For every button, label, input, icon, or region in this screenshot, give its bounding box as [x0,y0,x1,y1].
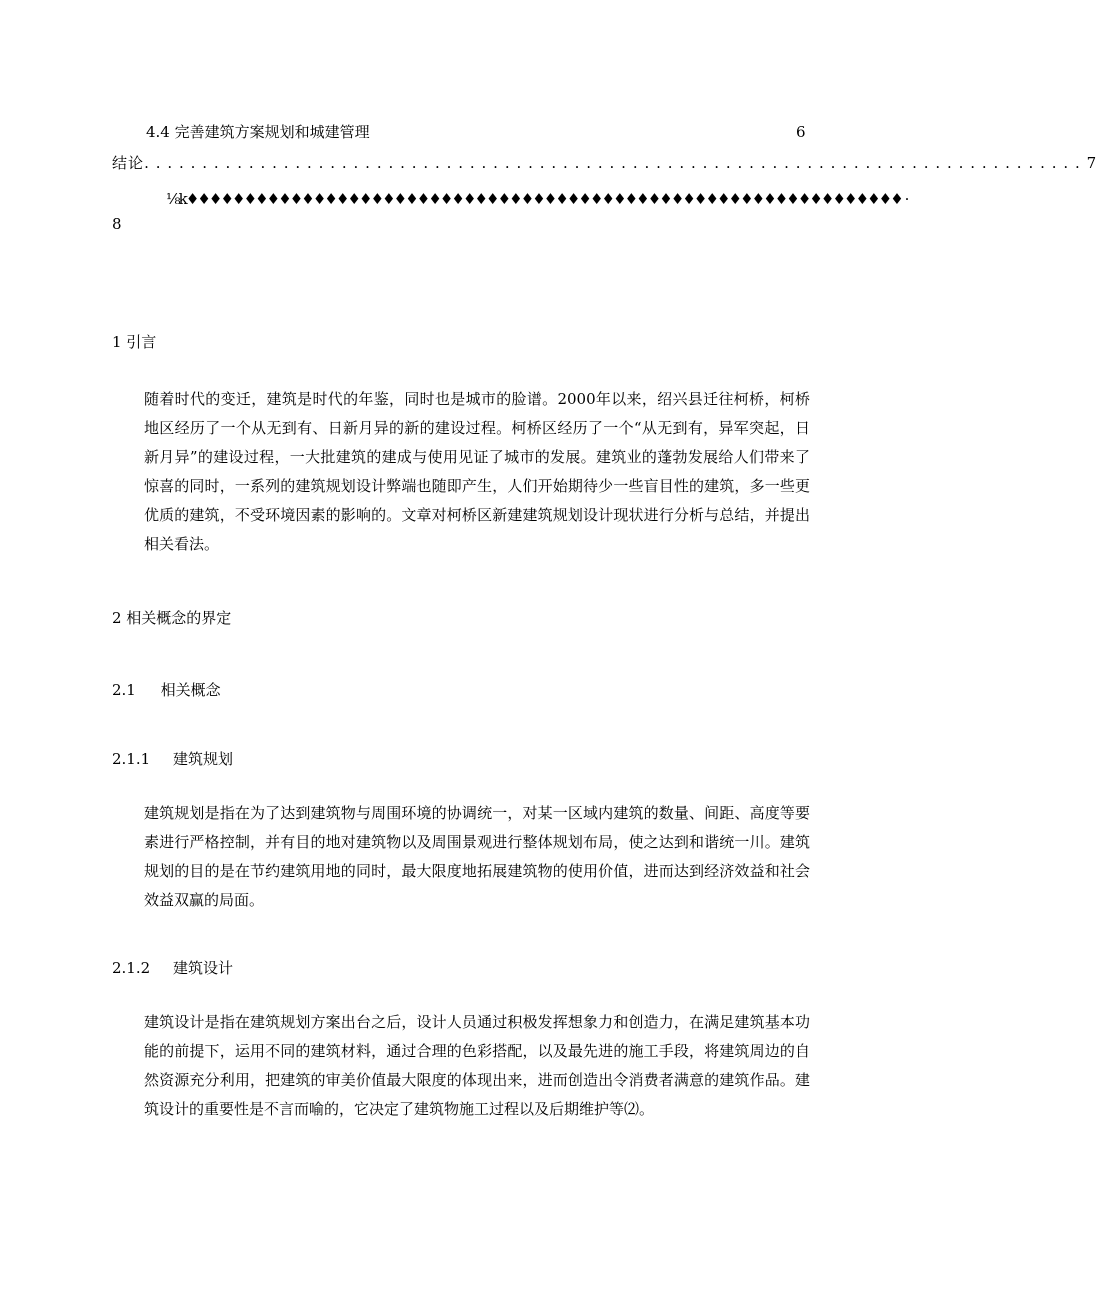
section-2-1-number: 2.1 [112,681,136,699]
section-2-1-2-heading [112,958,233,978]
toc-garbled-line: ⅛k♦♦♦♦♦♦♦♦♦♦♦♦♦♦♦♦♦♦♦♦♦♦♦♦♦♦♦♦♦♦♦♦♦♦♦♦♦♦♦♦♦♦♦♦♦♦♦♦♦♦♦♦♦♦♦♦♦♦♦♦♦♦ · [166,190,908,208]
section-2-1-1-paragraph-text: 建筑规划是指在为了达到建筑物与周围环境的协调统一，对某一区域内建筑的数量、间距、高度等要素进行严格控制，并有目的地对建筑物以及周围景观进行整体规划布局，使之达到和谐统一川。建筑规划的目的是在节约建筑用地的同时，最大限度地拓展建筑物的使用价值，进而达到经济效益和社会效益双赢的局面。 [144,804,810,909]
section-2-1-1-title: 建筑规划 [172,750,233,768]
toc-conclusion-line: 结论. . . . . . . . . . . . . . . . . . . . . . . . . . . . . . . . . . . . . . . . . . . . . . . . . . . . . . . . . . . . . . . . . . . . . . . . . . . . . . . . . 7 [112,154,1097,172]
section-2-1-heading [112,680,221,700]
toc-item-4-4-title: 4.4 完善建筑方案规划和城建管理 [146,123,370,141]
section-1-heading: 1 引言 [112,333,157,351]
toc-item-4-4-page: 6 [796,123,806,141]
section-2-1-1-paragraph [112,799,810,915]
section-2-1-2-paragraph [112,1008,810,1124]
section-2-1-2-paragraph-text: 建筑设计是指在建筑规划方案出台之后，设计人员通过积极发挥想象力和创造力，在满足建筑基本功能的前提下，运用不同的建筑材料，通过合理的色彩搭配，以及最先进的施工手段，将建筑周边的自然资源充分利用，把建筑的审美价值最大限度的体现出来，进而创造出令消费者满意的建筑作品。建筑设计的重要性是不言而喻的，它决定了建筑物施工过程以及后期维护等⑵。 [144,1013,810,1118]
section-1-paragraph-text: 随着时代的变迁，建筑是时代的年鉴，同时也是城市的脸谱。2000年以来，绍兴县迁往柯桥，柯桥地区经历了一个从无到有、日新月异的新的建设过程。柯桥区经历了一个“从无到有，异军突起，日新月异”的建设过程，一大批建筑的建成与使用见证了城市的发展。建筑业的蓬勃发展给人们带来了惊喜的同时，一系列的建筑规划设计弊端也随即产生，人们开始期待少一些盲目性的建筑，多一些更优质的建筑，不受环境因素的影响的。文章对柯桥区新建建筑规划设计现状进行分析与总结，并提出相关看法。 [144,390,810,553]
section-2-1-2-title: 建筑设计 [172,959,233,977]
section-2-1-title: 相关概念 [160,681,221,699]
section-1-paragraph [112,385,810,559]
section-2-heading: 2 相关概念的界定 [112,609,232,627]
section-2-1-1-number: 2.1.1 [112,750,151,768]
section-2-1-2-number: 2.1.2 [112,959,151,977]
toc-garbled-page: 8 [112,215,122,233]
section-2-1-1-heading [112,749,233,769]
